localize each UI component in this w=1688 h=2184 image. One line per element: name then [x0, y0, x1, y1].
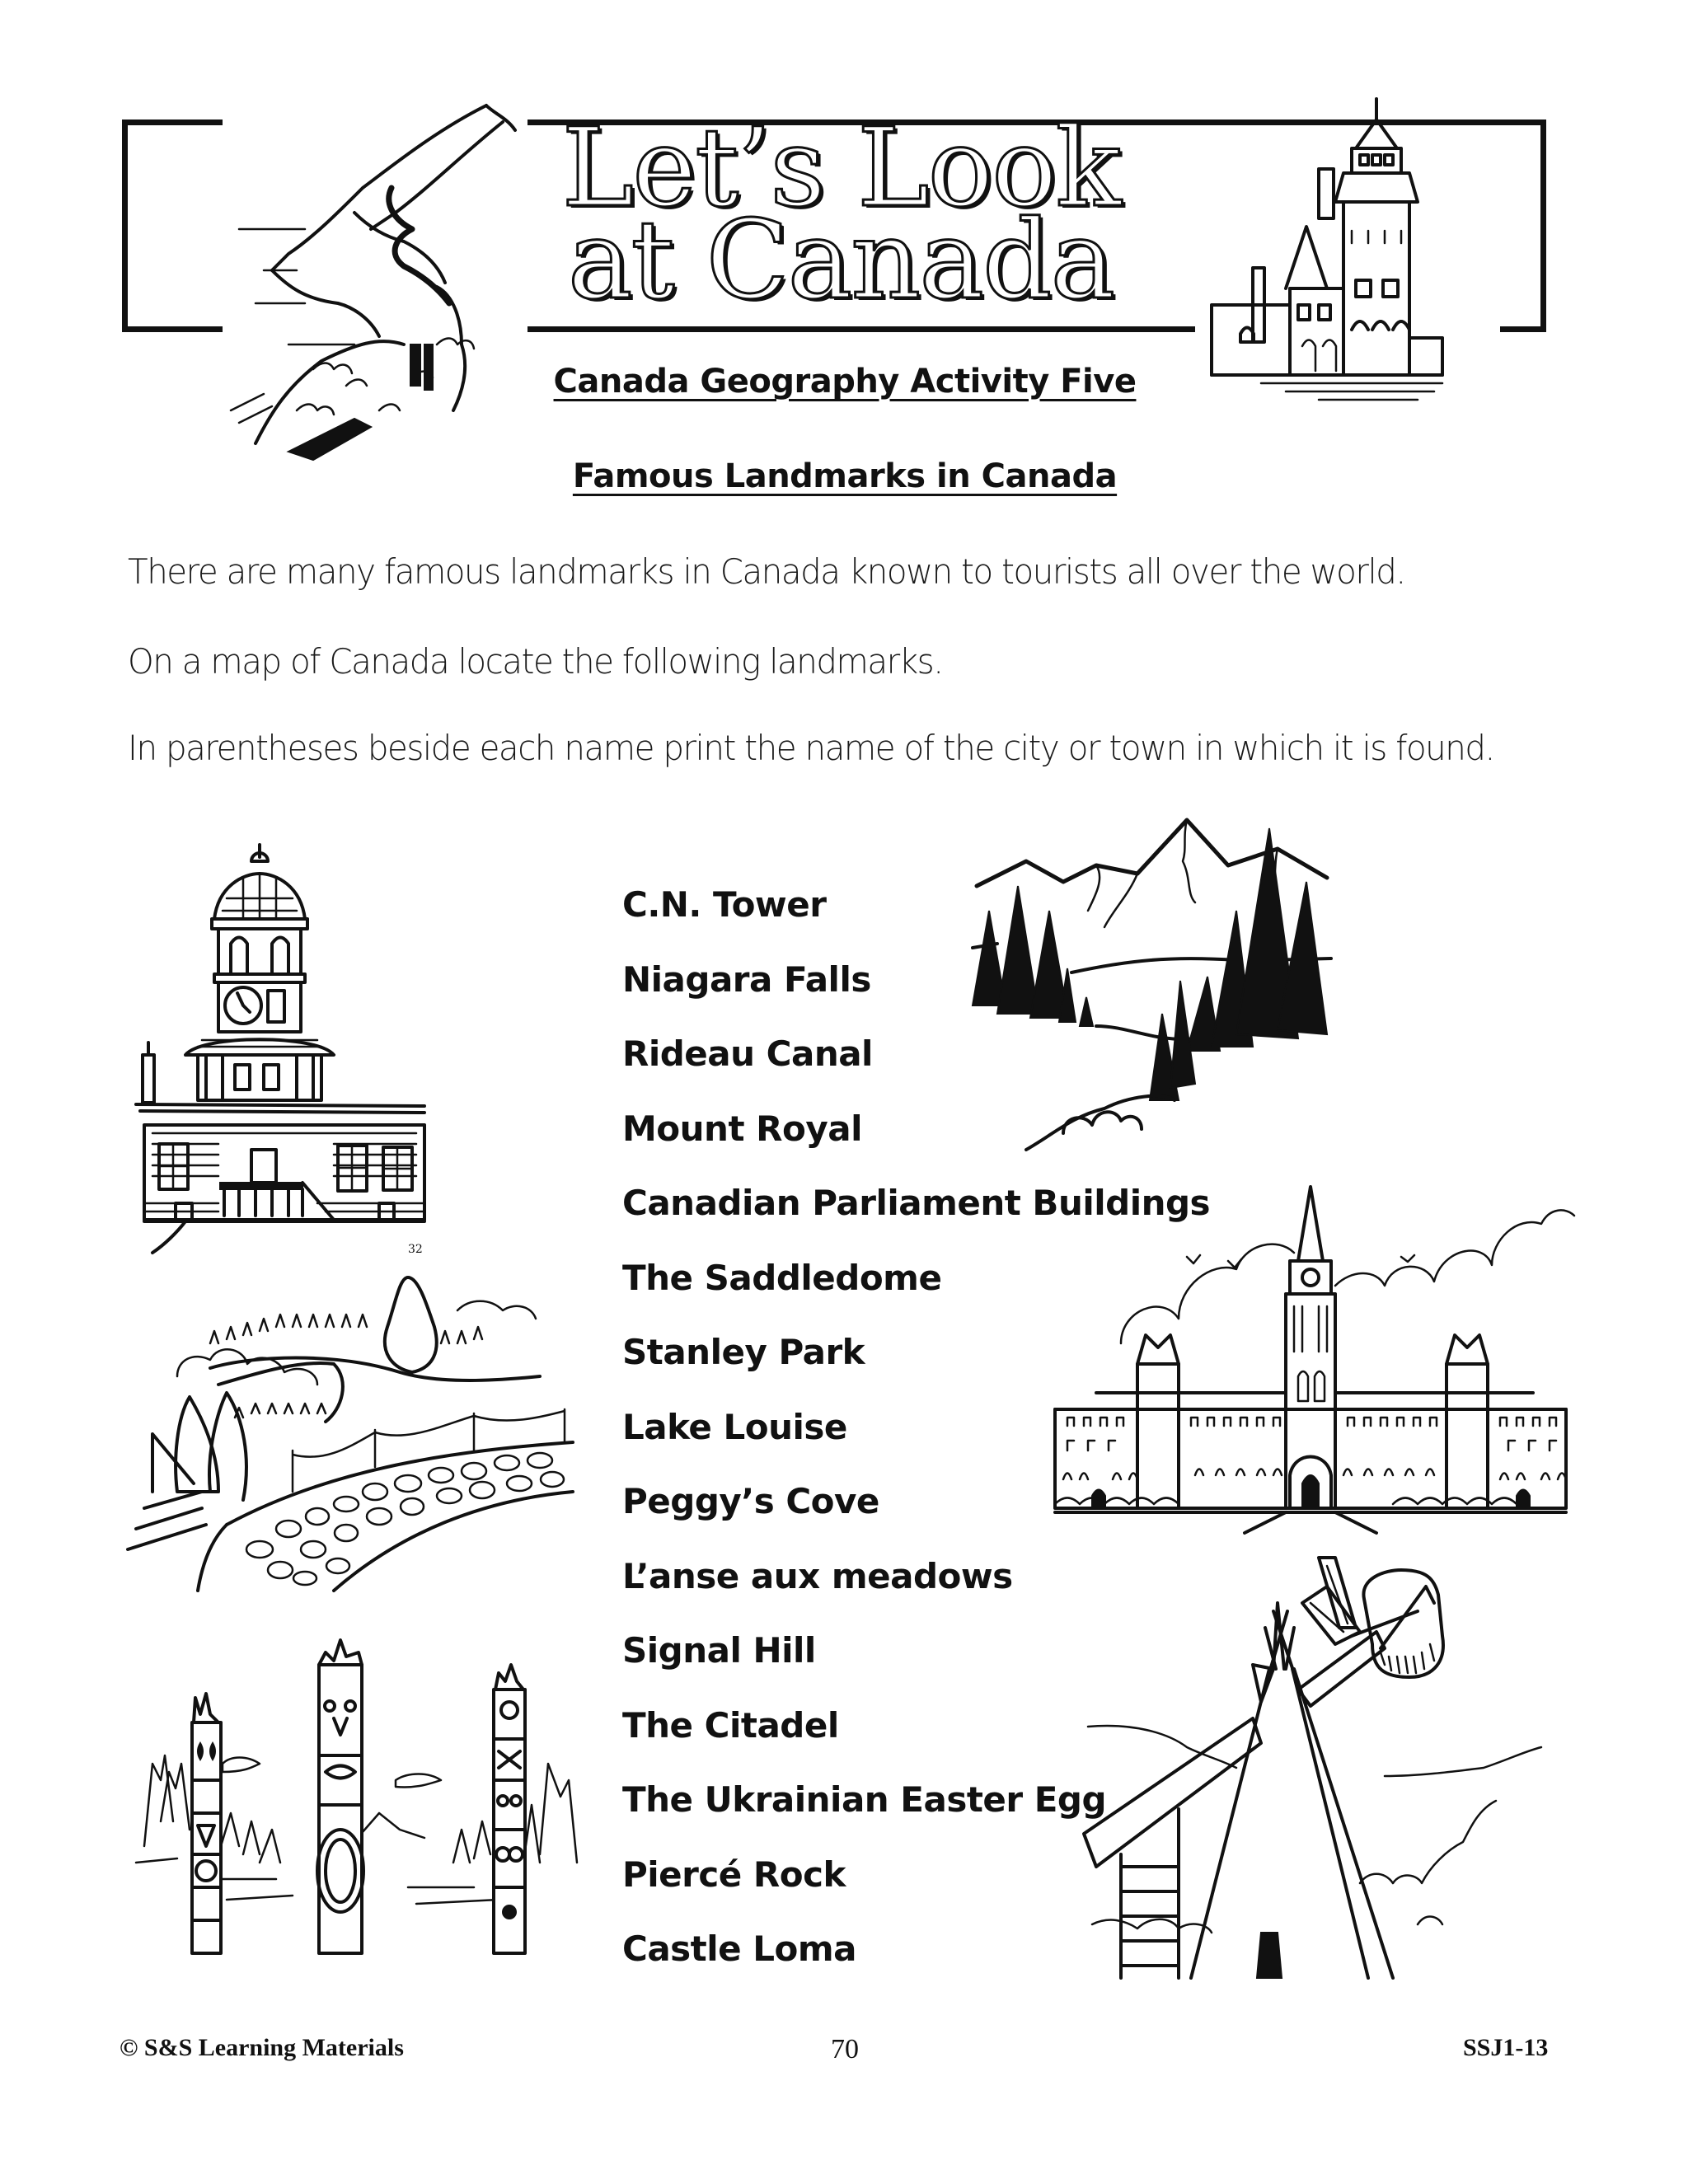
instruction-paragraph-locate: On a map of Canada locate the following landmarks. [128, 641, 943, 682]
landmark-item: Rideau Canal [622, 1033, 873, 1074]
page-title [528, 105, 1154, 324]
title-line-2: at Canada [567, 197, 1114, 324]
activity-subtitle: Canada Geography Activity Five [553, 363, 1137, 401]
garden-path-illustration [128, 1244, 577, 1591]
teepee-tomahawk-illustration [1071, 1554, 1566, 1978]
landmark-item: Peggy’s Cove [622, 1481, 879, 1521]
landmark-item: The Saddledome [622, 1257, 942, 1298]
book-code: SSJ1-13 [1463, 2034, 1549, 2061]
page-number: 70 [831, 2034, 859, 2064]
landmark-item: Signal Hill [622, 1630, 816, 1671]
title-line-1: Let’s Look [561, 105, 1120, 232]
totem-poles-illustration [128, 1615, 589, 1953]
landmark-item: Piercé Rock [622, 1854, 846, 1895]
castle-illustration [1195, 91, 1500, 387]
landmark-item: Canadian Parliament Buildings [622, 1183, 1211, 1223]
intro-paragraph: There are many famous landmarks in Canada known to tourists all over the world. [128, 551, 1405, 592]
artist-signature: 32 [408, 1243, 423, 1256]
copyright-notice: © S&S Learning Materials [120, 2034, 404, 2061]
instruction-paragraph-parentheses: In parentheses beside each name print the name of the city or town in which it is found. [128, 728, 1494, 768]
landmark-item: Lake Louise [622, 1406, 847, 1447]
mountain-road-illustration [190, 97, 536, 460]
section-heading: Famous Landmarks in Canada [572, 457, 1118, 495]
clock-tower-illustration [128, 841, 441, 1256]
landmark-item: The Ukrainian Easter Egg [622, 1779, 1107, 1820]
parliament-buildings-illustration [1039, 1179, 1574, 1533]
landmark-item: The Citadel [622, 1704, 839, 1746]
landmark-item: Mount Royal [622, 1108, 862, 1149]
landmark-item: C.N. Tower [622, 884, 827, 925]
landmark-item: Niagara Falls [622, 958, 871, 1000]
landmark-item: Stanley Park [622, 1332, 865, 1372]
landmark-item: L’anse aux meadows [622, 1555, 1013, 1596]
landmark-item: Castle Loma [622, 1929, 856, 1969]
mountain-lake-illustration [964, 804, 1335, 1150]
